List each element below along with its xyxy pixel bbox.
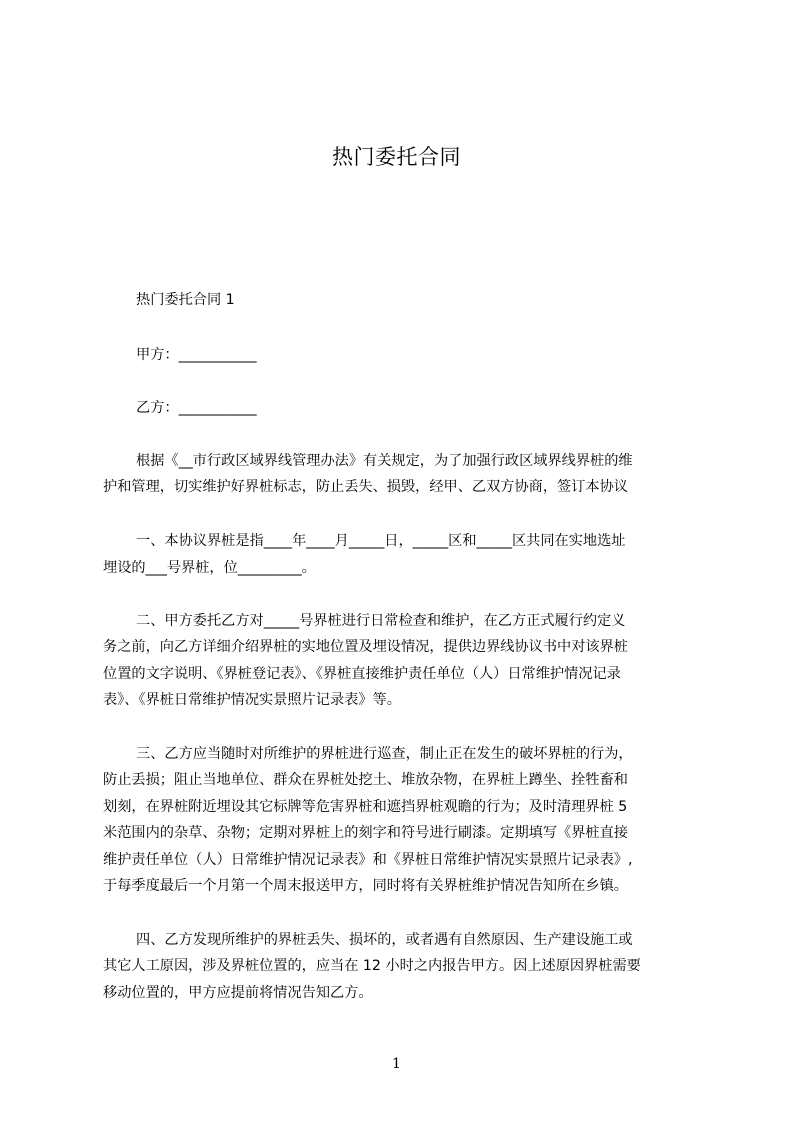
paragraph-line: 防止丢损；阻止当地单位、群众在界桩处挖土、堆放杂物，在界桩上蹲坐、拴牲畜和 — [103, 772, 628, 788]
page-title: 热门委托合同 — [332, 145, 461, 169]
paragraph-line: 护和管理，切实维护好界桩标志，防止丢失、损毁，经甲、乙双方协商，签订本协议 — [103, 479, 628, 495]
paragraph-line: 一、本协议界桩是指____年____月_____日，_____区和_____区共同在实地选址 — [136, 533, 626, 549]
paragraph-line: 米范围内的杂草、杂物；定期对界桩上的刻字和符号进行刷漆。定期填写《界桩直接 — [103, 825, 628, 841]
paragraph-line: 根据《__市行政区域界线管理办法》有关规定，为了加强行政区域界线界桩的维 — [136, 453, 633, 469]
contract-subtitle: 热门委托合同 1 — [136, 292, 235, 308]
paragraph-line: 于每季度最后一个月第一个周末报送甲方，同时将有关界桩维护情况告知所在乡镇。 — [103, 878, 628, 894]
paragraph-line: 移动位置的，甲方应提前将情况告知乙方。 — [103, 985, 373, 1001]
paragraph-line: 表》、《界桩日常维护情况实景照片记录表》等。 — [103, 692, 401, 708]
paragraph-line: 二、甲方委托乙方对_____号界桩进行日常检查和维护，在乙方正式履行约定义 — [136, 613, 626, 629]
paragraph-line: 划刻，在界桩附近埋设其它标牌等危害界桩和遮挡界桩观瞻的行为；及时清理界桩 5 — [103, 799, 628, 815]
paragraph-line: 务之前，向乙方详细介绍界桩的实地位置及埋设情况，提供边界线协议书中对该界桩 — [103, 639, 628, 655]
party-a-field: 甲方：___________ — [136, 347, 257, 363]
paragraph-line: 位置的文字说明、《界桩登记表》、《界桩直接维护责任单位（人）日常维护情况记录 — [103, 666, 621, 682]
paragraph-line: 其它人工原因，涉及界桩位置的，应当在 12 小时之内报告甲方。因上述原因界桩需要 — [103, 958, 641, 974]
party-b-field: 乙方：___________ — [136, 400, 257, 416]
paragraph-line: 三、乙方应当随时对所维护的界桩进行巡查，制止正在发生的破坏界桩的行为， — [136, 746, 633, 762]
paragraph-line: 埋设的___号界桩，位_________。 — [103, 560, 316, 576]
paragraph-line: 维护责任单位（人）日常维护情况记录表》和《界桩日常维护情况实景照片记录表》, — [103, 852, 633, 868]
paragraph-line: 四、乙方发现所维护的界桩丢失、损坏的，或者遇有自然原因、生产建设施工或 — [136, 932, 633, 948]
page-number: 1 — [392, 1056, 401, 1072]
